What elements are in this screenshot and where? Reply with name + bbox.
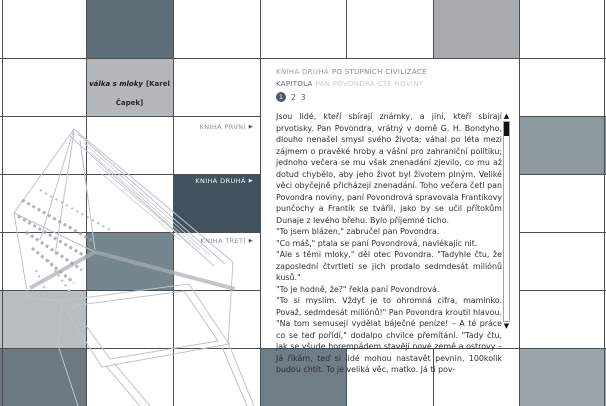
- site-title-cell: [86, 58, 173, 116]
- reader-panel: [261, 59, 519, 374]
- page-2-link[interactable]: 2: [291, 92, 296, 102]
- grid-line: [173, 0, 174, 406]
- body-paragraph: "To je hodně, že?" řekla paní Povondrová.: [276, 284, 440, 294]
- grid-cell: [519, 116, 606, 174]
- nav-kniha-treti[interactable]: [173, 237, 253, 245]
- grid-cell: [0, 290, 86, 348]
- grid-cell: [86, 232, 173, 290]
- nav-label: KNIHA DRUHÁ: [195, 177, 246, 185]
- book-label: KNIHA DRUHÁ: [276, 68, 329, 76]
- nav-kniha-prvni[interactable]: [173, 123, 253, 131]
- book-title: PO STUPNÍCH CIVILIZACE: [331, 68, 427, 76]
- scroll-thumb[interactable]: [504, 122, 509, 136]
- scroll-up-icon[interactable]: ▲: [503, 112, 510, 120]
- scroll-down-icon[interactable]: ▼: [503, 322, 510, 330]
- grid-cell: [433, 0, 519, 58]
- grid-cell: [519, 348, 606, 406]
- grid-line: [2, 0, 3, 406]
- page-3-link[interactable]: 3: [300, 92, 306, 102]
- arrow-right-icon: ▶: [248, 238, 253, 244]
- grid-cell: [86, 0, 173, 58]
- pagination: [276, 91, 306, 103]
- body-paragraph: Jsou lidé, kteří sbírají známky, a jiní, kteří sbírají prvotisky. Pan Povondra, vrátný v domě G. H. Bondyho, dlouho nenašel smysl svého života; váhal po léta mezi zájmem o pravěké hroby a vášní pro zahraniční politiku; jednoho večera se mu však znenadání zjevilo, co mu až dotud chybělo, aby jeho život byl životem plným. Veliké věci obyčejně přicházejí znenadání. Toho večera četl pan Povondra noviny, paní Povondrová spravovala Frantíkovy punčochy a Frantík se tvářil, jako by se učil přítokům Dunaje z levého břehu. Bylo příjemné ticho.: [276, 112, 502, 225]
- body-paragraph: "Ale s těmi mloky," děl otec Povondra. "Tadyhle čtu, že zaposlední čtvrtletí se jich prodalo sedmdesát miliónů kusů.": [276, 250, 502, 282]
- nav-label: KNIHA TŘETÍ: [200, 237, 246, 245]
- scrollbar[interactable]: [502, 113, 511, 330]
- grid-cell: [0, 348, 86, 406]
- body-paragraph: "Co máš," ptala se paní Povondrová, navlékajíc nit.: [276, 238, 478, 248]
- chapter-header: [276, 80, 423, 88]
- grid-line: [86, 0, 87, 406]
- arrow-right-icon: ▶: [248, 124, 253, 130]
- chapter-title: PAN POVONDRA ČTE NOVINY: [315, 80, 424, 88]
- chapter-label: KAPITOLA: [276, 80, 313, 88]
- site-title: válka s mloky: [89, 80, 143, 88]
- arrow-right-icon: ▶: [248, 178, 253, 184]
- site-author: [Karel Čapek]: [115, 80, 170, 107]
- chapter-text: [276, 111, 502, 374]
- nav-kniha-druha[interactable]: [173, 177, 253, 185]
- scroll-track[interactable]: [503, 121, 510, 322]
- book-header: [276, 68, 427, 76]
- page-1-current[interactable]: 1: [276, 92, 286, 102]
- grid-line: [519, 0, 520, 406]
- body-paragraph: "To jsem blázen," zabručel pan Povondra.: [276, 227, 440, 236]
- grid-line: [604, 0, 605, 406]
- nav-label: KNIHA PRVNÍ: [199, 123, 246, 131]
- body-paragraph: "To si myslím. Vždyť je to ohromná cifra, maminko. Považ, sedmdesát miliónů!" Pan Povondra kroutil hlavou. "Na tom semusejí vydělat báječné peníze! – A té práce co se teď pořídí," dodalpo chvilce přemítání. "Tady čtu, jak se všude horempádem stavějí nové země a ostrovy – Já říkám, teď si lidé mohou nastavět pevnin, 100kolik budou chtít. To je veliká věc, matko. Já ti pov-: [276, 296, 502, 374]
